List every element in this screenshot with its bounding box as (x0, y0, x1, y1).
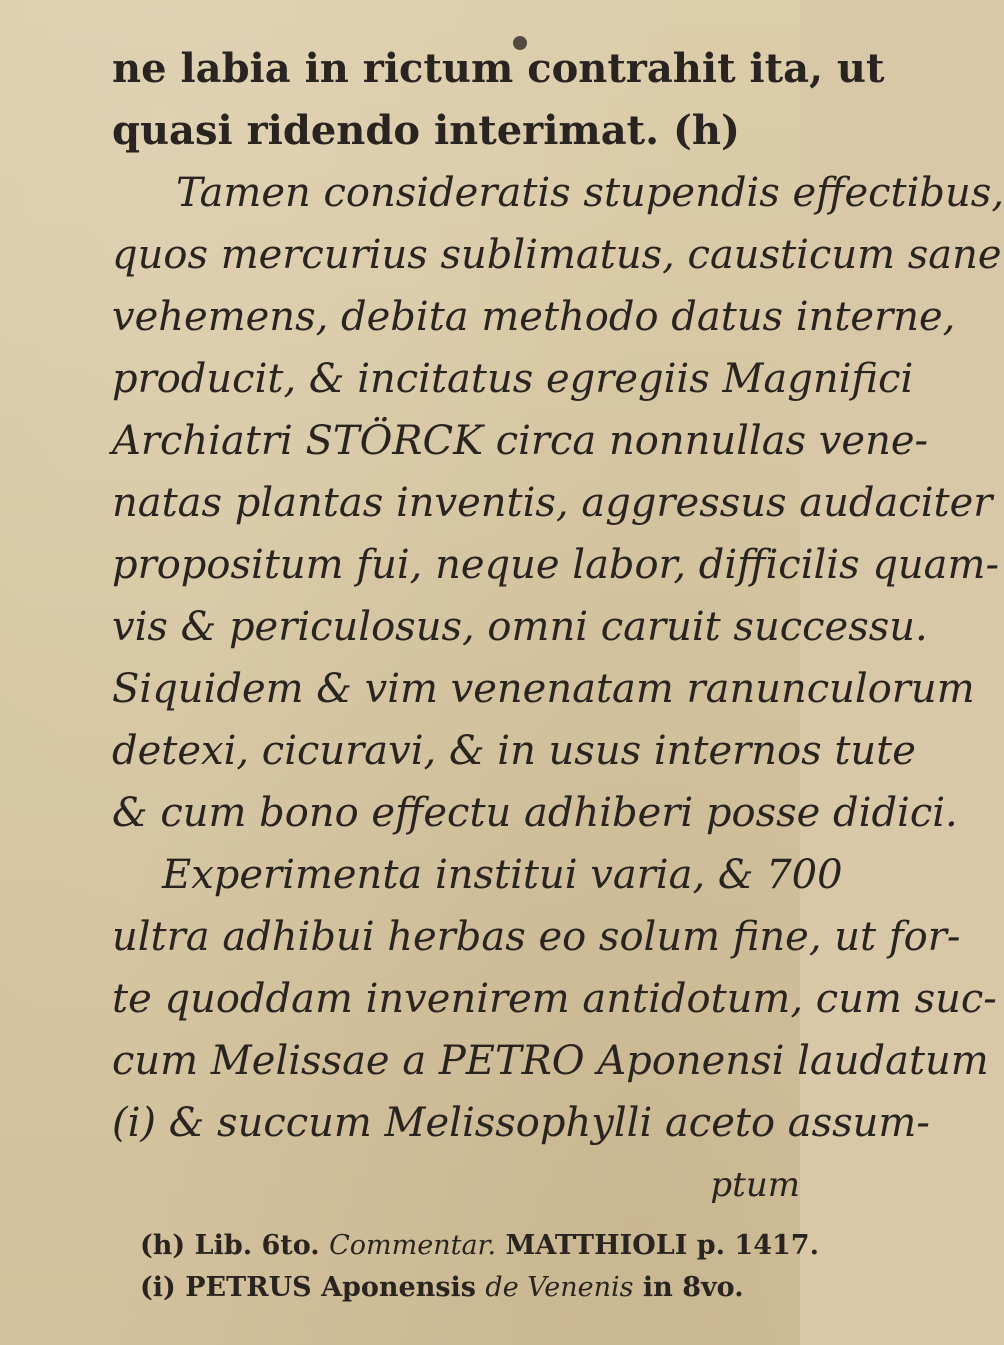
text-line: producit, & incitatus egregiis Magnifici (112, 356, 914, 402)
footnotes (140, 1225, 819, 1309)
text-line: detexi, cicuravi, & in usus internos tute (112, 728, 916, 774)
main-text (112, 38, 1004, 1216)
text-line: quos mercurius sublimatus, causticum sane (112, 232, 1002, 278)
footnote-text: Lib. 6to. (194, 1230, 320, 1261)
text-line: vis & periculosus, omni caruit successu. (112, 604, 928, 650)
catchword: ptum (710, 1165, 800, 1205)
text-line: Archiatri STÖRCK circa nonnullas vene- (112, 418, 929, 464)
text-line: cum Melissae a PETRO Aponensi laudatum (112, 1038, 989, 1084)
text-line: vehemens, debita methodo datus interne, (112, 294, 956, 340)
text-line: Tamen consideratis stupendis effectibus, (176, 170, 1004, 216)
text-line: te quoddam invenirem antidotum, cum suc- (112, 976, 997, 1022)
text-line: Siquidem & vim venenatam ranunculorum (112, 666, 975, 712)
text-line: Experimenta institui varia, & 700 (162, 852, 843, 898)
footnote-mark: (i) (140, 1272, 176, 1303)
footnote-mark: (h) (140, 1230, 186, 1261)
text-line: natas plantas inventis, aggressus audaciter (112, 480, 993, 526)
footnote-italic: Commentar. (329, 1230, 497, 1261)
text-line: quasi ridendo interimat. (h) (112, 107, 740, 154)
text-line: propositum fui, neque labor, difficilis quam- (112, 542, 999, 588)
text-line: ultra adhibui herbas eo solum fine, ut for- (112, 914, 961, 960)
footnote-text: PETRUS Aponensis (185, 1272, 477, 1303)
footnote-h (140, 1225, 819, 1267)
footnote-rest: MATTHIOLI p. 1417. (505, 1230, 819, 1261)
footnote-rest: in 8vo. (642, 1272, 744, 1303)
text-line: & cum bono effectu adhiberi posse didici. (112, 790, 958, 836)
text-line: ne labia in rictum contrahit ita, ut (112, 45, 885, 92)
text-line: (i) & succum Melissophylli aceto assum- (112, 1100, 930, 1146)
footnote-italic: de Venenis (485, 1272, 634, 1303)
footnote-i (140, 1267, 780, 1309)
